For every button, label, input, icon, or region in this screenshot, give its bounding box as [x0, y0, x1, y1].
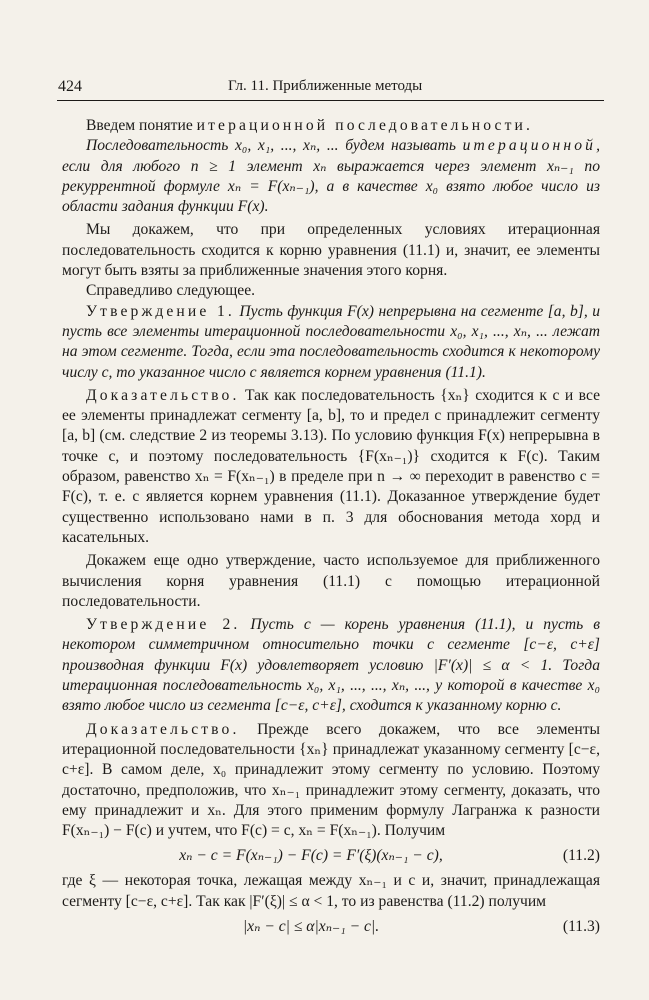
paragraph-definition — [62, 136, 600, 217]
proof-1-label: Доказательство. — [86, 386, 240, 404]
proof-1-text: Так как последовательность {xₙ} сходится к c и все ее элементы принадлежат сегменту [a, b], то и предел c принадлежит сегменту [a, b] (см. следствие 2 из теоремы 3.13). По условию функция F(x) непрерывна в точке c, и поэтому последовательность {F(xₙ₋₁)} сходится к F(c). Таким образом, равенство xₙ = F(xₙ₋₁) в пределе при n → ∞ переходит в равенство c = F(c), т. е. c является корнем уравнения (11.1). Доказанное утверждение будет существенно использовано нами в п. 3 для обоснования метода хорд и касательных. — [62, 386, 600, 546]
paragraph-lead: Справедливо следующее. — [86, 282, 256, 300]
page-body — [62, 116, 600, 942]
statement-2-text: Пусть c — корень уравнения (11.1), и пусть в некотором симметричном относительно точки c сегменте [c−ε, c+ε] производная функции F(x) удовлетворяет условию |F′(x)| ≤ α < 1. Тогда итерационная последовательность x₀, x₁, ..., ..., xₙ, ..., у которой в качестве x₀ взято любое число из сегмента [c−ε, c+ε], сходится к указанному корню c. — [62, 616, 600, 715]
statement-1-text: Пусть функция F(x) непрерывна на сегменте [a, b], и пусть все элементы итерационной последовательности x₀, x₁, ..., xₙ, ... лежат на этом сегменте. Тогда, если эта последовательность сходится к некоторому числу c, то указанное число c является корнем уравнения (11.1). — [62, 302, 600, 381]
equation-11-2-formula: xₙ − c = F(xₙ₋₁) − F(c) = F′(ξ)(xₙ₋₁ − c), — [179, 847, 443, 865]
equation-11-3 — [62, 915, 600, 939]
page-number: 424 — [58, 78, 82, 95]
term-iterative-sequence: итерационной последовательности — [196, 117, 526, 134]
paragraph-next-claim: Докажем еще одно утверждение, часто используемое для приближенного вычисления корня уравнения (11.1) с помощью итерационной последовательности. — [62, 552, 600, 610]
page-header — [57, 74, 604, 101]
definition-text-a: Последовательность x₀, x₁, ..., xₙ, ... будем называть — [86, 137, 463, 155]
paragraph-claim: Мы докажем, что при определенных условиях итерационная последовательность сходится к корню уравнения (11.1) и, значит, ее элементы могут быть взяты за приближенные значения этого корня. — [62, 221, 600, 280]
running-title: Гл. 11. Приближенные методы — [228, 78, 423, 94]
equation-11-3-number: (11.3) — [562, 917, 600, 935]
statement-2 — [62, 615, 600, 716]
proof-2-label: Доказательство. — [86, 720, 240, 738]
intro-text: Введем понятие — [86, 117, 197, 134]
paragraph-continuation: где ξ — некоторая точка, лежащая между xₙ₋₁ и c и, значит, принадлежащая сегменту [c−ε, c+ε]. Так как |F′(ξ)| ≤ α < 1, то из равенства (11.2) получим — [62, 872, 600, 910]
statement-1-label: Утверждение 1. — [86, 302, 235, 320]
equation-11-3-formula: |xₙ − c| ≤ α|xₙ₋₁ − c|. — [242, 917, 380, 935]
proof-2-text: Прежде всего докажем, что все элементы итерационной последовательности {xₙ} принадлежат указанному сегменту [c−ε, c+ε]. В самом деле, x₀ принадлежит этому сегменту по условию. Поэтому достаточно, предположив, что xₙ₋₁ принадлежит этому сегменту, доказать, что ему принадлежит и xₙ. Для этого применим формулу Лагранжа к разности F(xₙ₋₁) − F(c) и учтем, что F(c) = c, xₙ = F(xₙ₋₁). Получим — [62, 720, 600, 840]
statement-1 — [62, 302, 600, 383]
definition-text-b: , если для любого n ≥ 1 элемент xₙ выражается через элемент xₙ₋₁ по рекуррентной формуле xₙ = F(xₙ₋₁), а в качестве x₀ взято любое число из области задания функции F(x). — [62, 137, 600, 216]
equation-11-2 — [62, 844, 600, 868]
statement-2-label: Утверждение 2. — [86, 616, 241, 634]
proof-2 — [62, 720, 600, 842]
equation-11-2-number: (11.2) — [562, 847, 600, 865]
definition-term: итерационной — [462, 137, 597, 155]
proof-1 — [62, 386, 600, 548]
intro-end: . — [526, 117, 530, 134]
paragraph-intro — [62, 116, 600, 136]
